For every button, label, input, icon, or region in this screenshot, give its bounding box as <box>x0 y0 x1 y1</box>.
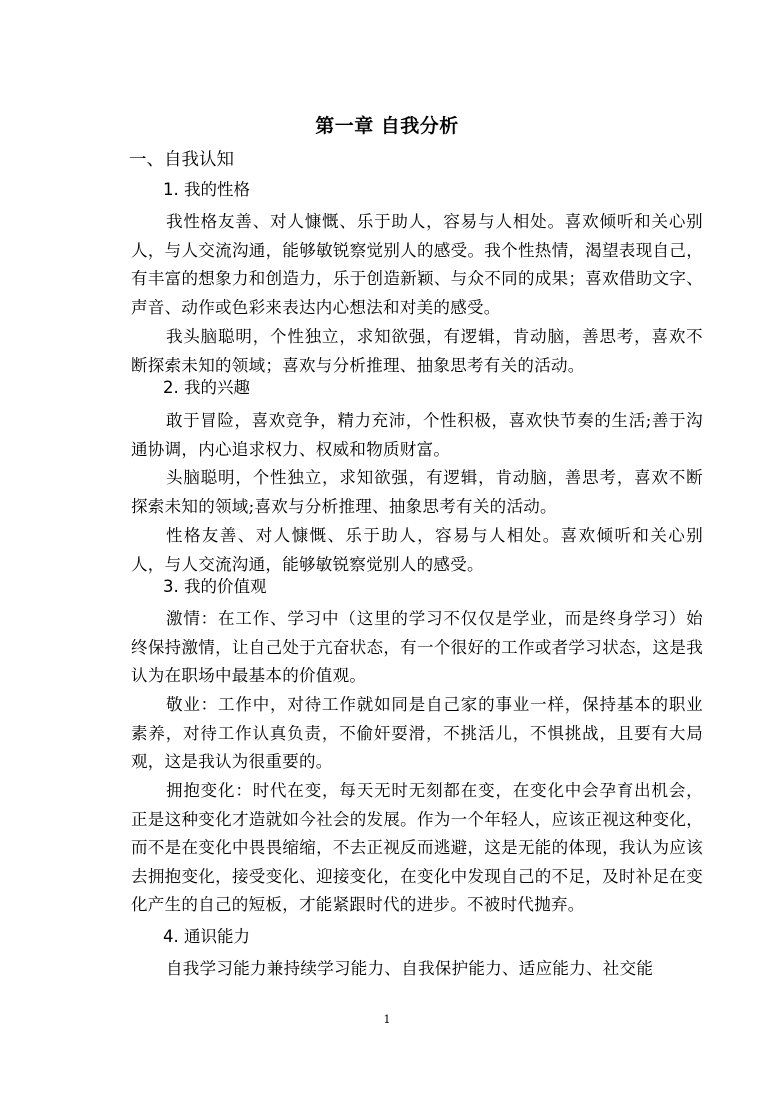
paragraph-values-embrace-change: 拥抱变化：时代在变，每天无时无刻都在变，在变化中会孕育出机会，正是这种变化才造就如今社会的发展。作为一个年轻人，应该正视这种变化，而不是在变化中畏畏缩缩，不去正视反而逃避，这是无能的体现，我认为应该去拥抱变化，接受变化、迎接变化，在变化中发现自己的不足，及时补足在变化产生的自己的短板，才能紧跟时代的进步。不被时代抛弃。 <box>131 781 703 915</box>
paragraph-values-passion: 激情：在工作、学习中（这里的学习不仅仅是学业，而是终身学习）始终保持激情，让自己处于亢奋状态，有一个很好的工作或者学习状态，这是我认为在职场中最基本的价值观。 <box>131 609 703 686</box>
subheading-general-ability: 4. 通识能力 <box>163 927 250 946</box>
paragraph-personality-1: 我性格友善、对人慷慨、乐于助人，容易与人相处。喜欢倾听和关心别人，与人交流沟通，能够敏锐察觉别人的感受。我个性热情，渴望表现自己，有丰富的想象力和创造力，乐于创造新颖、与众不同的成果；喜欢借助文字、声音、动作或色彩来表达内心想法和对美的感受。 <box>131 212 703 317</box>
paragraph-values-dedication: 敬业：工作中，对待工作就如同是自己家的事业一样，保持基本的职业素养，对待工作认真负责，不偷奸耍滑，不挑活儿，不惧挑战，且要有大局观，这是我认为很重要的。 <box>131 695 703 772</box>
paragraph-interests-1: 敢于冒险，喜欢竞争，精力充沛，个性积极，喜欢快节奏的生活;善于沟通协调，内心追求权力、权威和物质财富。 <box>131 411 703 459</box>
page-number: 1 <box>383 1013 391 1026</box>
paragraph-interests-2: 头脑聪明，个性独立，求知欲强，有逻辑，肯动脑，善思考，喜欢不断探索未知的领域;喜欢与分析推理、抽象思考有关的活动。 <box>131 468 703 516</box>
paragraph-general-ability: 自我学习能力兼持续学习能力、自我保护能力、适应能力、社交能 <box>166 959 654 978</box>
subheading-values: 3. 我的价值观 <box>163 577 267 596</box>
chapter-title: 第一章 自我分析 <box>315 115 459 137</box>
section-heading-self-awareness: 一、自我认知 <box>129 150 234 170</box>
paragraph-interests-3: 性格友善、对人慷慨、乐于助人，容易与人相处。喜欢倾听和关心别人，与人交流沟通，能够敏锐察觉别人的感受。 <box>131 526 703 574</box>
subheading-interests: 2. 我的兴趣 <box>163 378 250 397</box>
paragraph-personality-2: 我头脑聪明，个性独立，求知欲强，有逻辑，肯动脑，善思考，喜欢不断探索未知的领域；喜欢与分析推理、抽象思考有关的活动。 <box>131 327 703 375</box>
subheading-personality: 1. 我的性格 <box>163 180 250 199</box>
